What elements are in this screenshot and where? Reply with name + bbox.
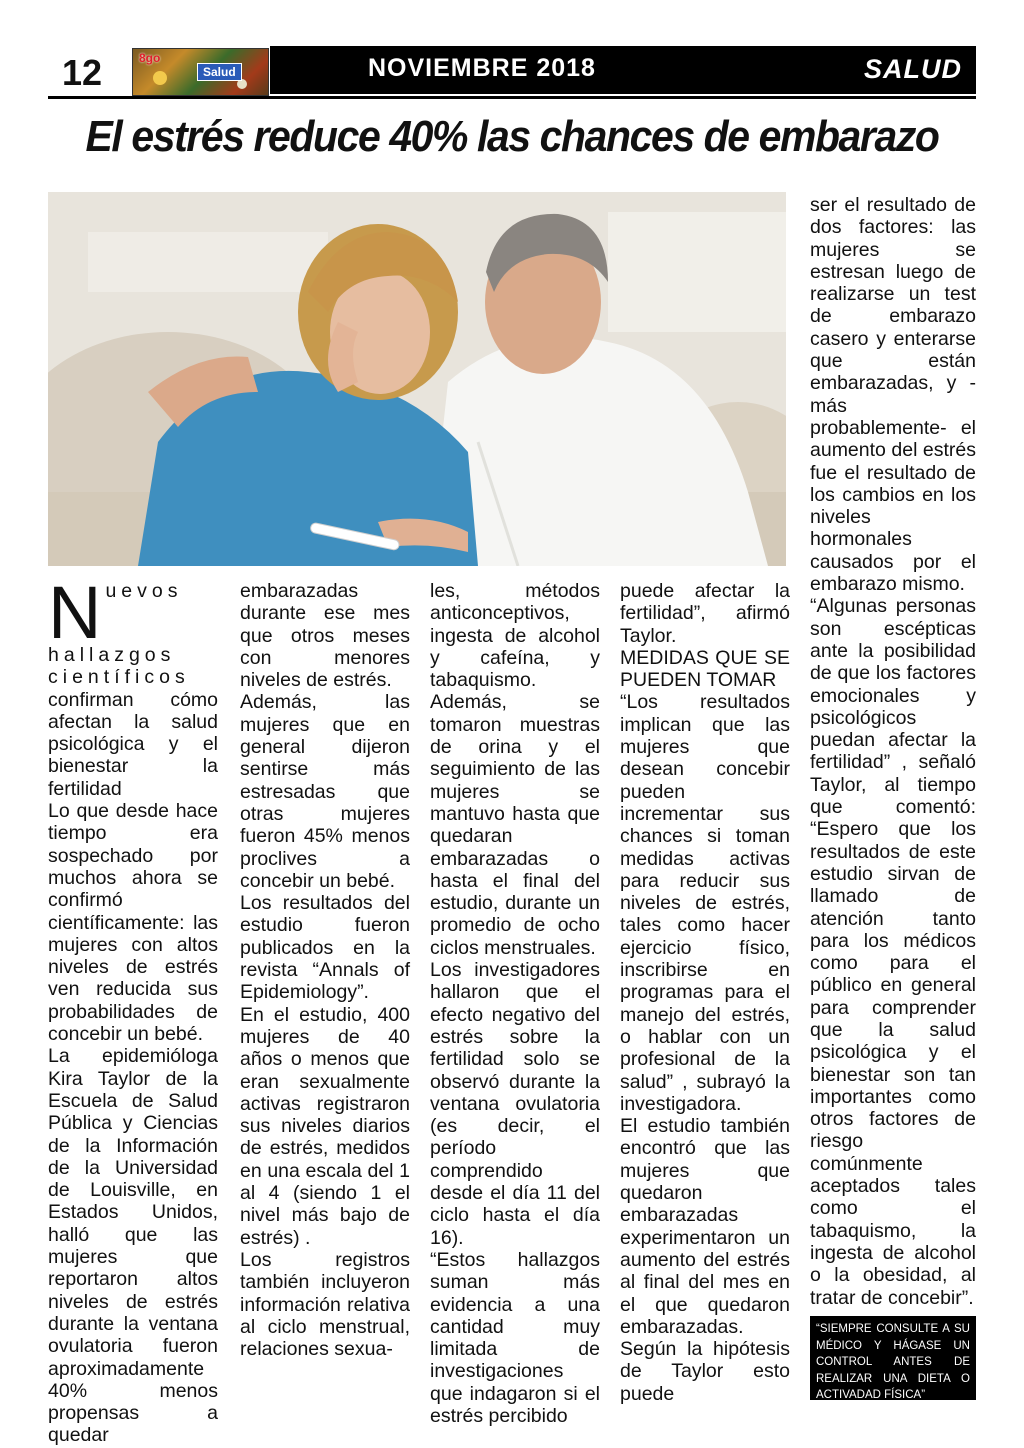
- article-column-5: ser el resultado de dos factores: las mujeres se estresan luego de realizarse un test de embarazo casero y enterarse que están embarazadas, y -más probablemente- el aumento del estrés fue el resultado de los cambios en los niveles hormonales causados por el embarazo mismo. “Algunas personas son escépticas ante la posibilidad de que los factores emocionales y psicológicos puedan afectar la fertilidad” , señaló Taylor, al tiempo que comentó: “Espero que los resultados de este estudio sirvan de llamado de atención tanto para los médicos como para el público en general para comprender que la salud psicológica y el bienestar son tan importantes como otros factores de riesgo comúnmente aceptados tales como el tabaquismo, la ingesta de alcohol o la obesidad, al tratar de concebir”.: [810, 194, 976, 1309]
- column-1-text: confirman cómo afectan la salud psicológica y el bienestar la fertilidad Lo que desde hace tiempo era sospechado por muchos ahora se confirmó científicamente: las mujeres con altos niveles de estrés ven reducida sus probabilidades de concebir un bebé. La epidemióloga Kira Taylor de la Escuela de Salud Pública y Ciencias de la Información de la Universidad de Louisville, en Estados Unidos, halló que las mujeres que reportaron altos niveles de estrés durante la ventana ovulatoria fueron aproximadamente 40% menos propensas a quedar: [48, 688, 218, 1447]
- logo-text-salud: Salud: [197, 63, 242, 81]
- article-column-3: les, métodos anticonceptivos, ingesta de alcohol y cafeína, y tabaquismo. Además, se tomaron muestras de orina y el seguimiento de las mujeres se mantuvo hasta que quedaran embarazadas o hasta el final del estudio, durante un promedio de ocho ciclos menstruales. Los investigadores hallaron que el efecto negativo del estrés sobre la fertilidad solo se observó durante la ventana ovulatoria (es decir, el período comprendido desde el día 11 del ciclo hasta el día 16). “Estos hallazgos suman más evidencia a una cantidad muy limitada de investigaciones que indagaron si el estrés percibido: [430, 580, 600, 1427]
- page-header: [48, 46, 976, 100]
- header-rule: [48, 96, 976, 99]
- drop-cap: N: [48, 571, 102, 654]
- magazine-logo: [132, 48, 269, 96]
- header-bar: [270, 46, 976, 94]
- logo-ornament-icon: [153, 71, 167, 85]
- couple-photo-illustration: [48, 192, 786, 566]
- section-name: SALUD: [864, 54, 962, 84]
- logo-text-number: 8go: [139, 51, 161, 65]
- health-notice-box: “SIEMPRE CONSULTE A SU MÉDICO Y HÁGASE UN CONTROL ANTES DE REALIZAR UNA DIETA O ACTIVADAD FÍSICA”: [810, 1316, 976, 1400]
- article-column-2: embarazadas durante ese mes que otros meses con menores niveles de estrés. Además, las mujeres que en general dijeron sentirse más estresadas que otras mujeres fueron 45% menos proclives a concebir un bebé. Los resultados del estudio fueron publicados en la revista “Annals of Epidemiology”. En el estudio, 400 mujeres de 40 años o menos que eran sexualmente activas registraron sus niveles diarios de estrés, medidos en una escala del 1 al 4 (siendo 1 el nivel más bajo de estrés) . Los registros también incluyeron información relativa al ciclo menstrual, relaciones sexua-: [240, 580, 410, 1361]
- page-number: 12: [62, 52, 103, 93]
- article-column-4: puede afectar la fertilidad”, afirmó Taylor. MEDIDAS QUE SE PUEDEN TOMAR “Los resultados implican que las mujeres que desean concebir pueden incrementar sus chances si toman medidas activas para reducir sus niveles de estrés, tales como hacer ejercicio físico, inscribirse en programas para el manejo del estrés, o hablar con un profesional de la salud” , subrayó la investigadora. El estudio también encontró que las mujeres que quedaron embarazadas experimentaron un aumento del estrés al final del mes en el que quedaron embarazadas. Según la hipótesis de Taylor esto puede: [620, 580, 790, 1405]
- lead-text: uevos hallazgos científicos: [48, 580, 190, 689]
- article-photo: [48, 192, 786, 566]
- article-column-1: [48, 571, 218, 1447]
- article-headline: El estrés reduce 40% las chances de embarazo: [85, 112, 939, 161]
- issue-date: NOVIEMBRE 2018: [368, 54, 596, 82]
